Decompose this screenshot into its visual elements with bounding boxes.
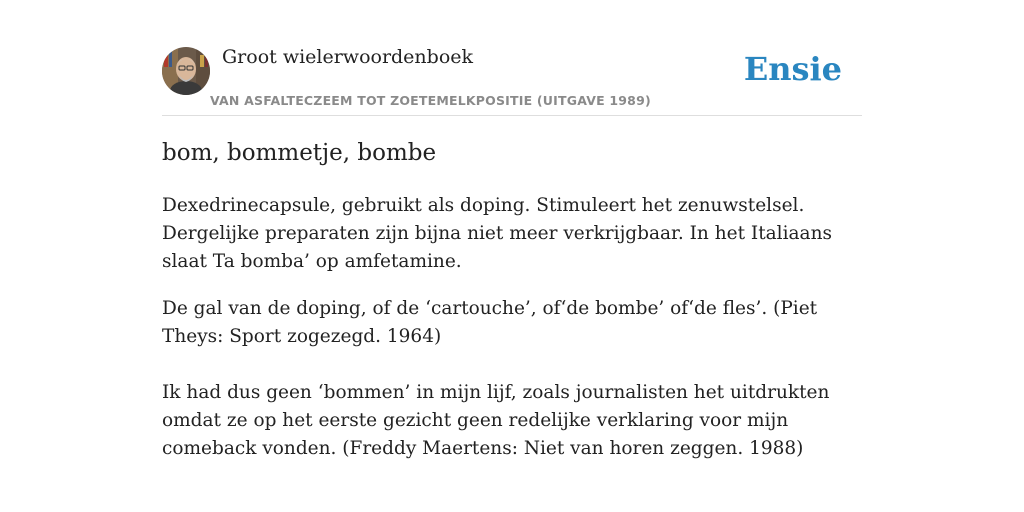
definition-paragraph: Dexedrinecapsule, gebruikt als doping. Stimuleert het zenuwstelsel. Dergelijke preparaten zijn bijna niet meer verkrijgbaar. In het Italiaans slaat Ta bomba’ op amfetamine. — [162, 195, 832, 272]
book-title[interactable]: Groot wielerwoordenboek — [222, 46, 474, 68]
brand-logo[interactable]: Ensie — [743, 50, 842, 88]
quote-paragraph: De gal van de doping, of de ‘cartouche’, of‘de bombe’ of‘de fles’. (Piet Theys: Sport zogezegd. 1964) — [162, 298, 818, 347]
avatar — [162, 47, 210, 95]
entry-body — [162, 192, 862, 463]
author-portrait-image — [162, 47, 210, 95]
book-subtitle: VAN ASFALTECZEEM TOT ZOETEMELKPOSITIE (UITGAVE 1989) — [210, 93, 651, 108]
entry-headword: bom, bommetje, bombe — [162, 140, 437, 166]
quote-paragraph: Ik had dus geen ‘bommen’ in mijn lijf, zoals journalisten het uitdrukten omdat ze op het eerste gezicht geen redelijke verklaring voor mijn comeback vonden. (Freddy Maertens: Niet van horen zeggen. 1988) — [162, 382, 830, 459]
header-divider — [162, 115, 862, 116]
